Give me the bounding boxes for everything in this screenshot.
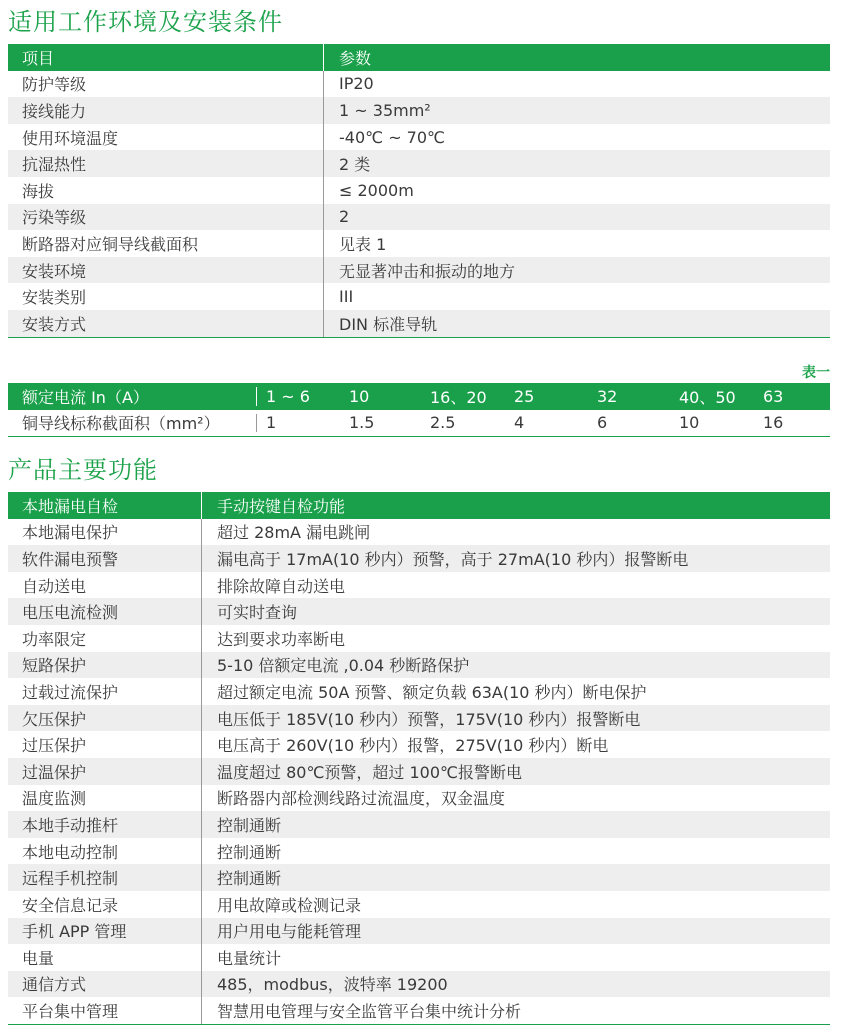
table-row	[8, 731, 830, 758]
header-param: 参数	[323, 44, 371, 71]
row-value: 控制通断	[201, 811, 281, 838]
table-row	[8, 997, 830, 1024]
row-label: 接线能力	[22, 101, 87, 121]
row-value: 电量统计	[201, 944, 281, 971]
row-value: 电压低于 185V(10 秒内）预警，175V(10 秒内）报警断电	[201, 705, 640, 732]
table-row	[8, 678, 830, 705]
table-row	[8, 257, 830, 284]
area-value: 10	[679, 413, 700, 433]
row-value: 超过额定电流 50A 预警、额定负载 63A(10 秒内）断电保护	[201, 678, 647, 705]
row-value: 漏电高于 17mA(10 秒内）预警，高于 27mA(10 秒内）报警断电	[201, 545, 688, 572]
current-value: 40、50	[679, 387, 736, 407]
row-label: 电压电流检测	[22, 603, 119, 623]
table-row	[8, 545, 830, 572]
table-row	[8, 283, 830, 310]
area-value: 6	[597, 413, 608, 433]
conditions-table-body	[8, 71, 830, 337]
row-value: 5-10 倍额定电流 ,0.04 秒断路保护	[201, 652, 469, 679]
row-value: 排除故障自动送电	[201, 572, 345, 599]
row-label: 本地电动控制	[22, 842, 119, 862]
area-value: 16	[763, 413, 784, 433]
row-label: 通信方式	[22, 975, 87, 995]
row-label: 抗湿热性	[22, 155, 87, 175]
column-divider	[256, 387, 257, 406]
row-value: 控制通断	[201, 864, 281, 891]
row-value: 温度超过 80℃预警，超过 100℃报警断电	[201, 758, 522, 785]
table-row	[8, 971, 830, 998]
table-bottom-border	[8, 436, 830, 437]
table-row	[8, 410, 830, 437]
table-header	[8, 383, 830, 410]
current-value: 1 ~ 6	[266, 386, 310, 406]
table-row	[8, 519, 830, 546]
row-value: 断路器内部检测线路过流温度，双金温度	[201, 785, 505, 812]
row-label: 本地手动推杆	[22, 815, 119, 835]
table-row	[8, 864, 830, 891]
section-title-functions: 产品主要功能	[8, 456, 158, 484]
row-value: -40℃ ~ 70℃	[323, 124, 445, 151]
row-label: 自动送电	[22, 576, 87, 596]
conditions-table	[8, 44, 830, 338]
current-value: 32	[597, 386, 618, 406]
table-header	[8, 44, 830, 71]
row-label: 电量	[22, 948, 55, 968]
table-row	[8, 758, 830, 785]
row-label: 污染等级	[22, 208, 87, 228]
table-row	[8, 97, 830, 124]
row-label: 功率限定	[22, 629, 87, 649]
table-row	[8, 598, 830, 625]
row-value: 无显著冲击和振动的地方	[323, 257, 515, 284]
row-value: 1 ~ 35mm²	[323, 97, 431, 124]
current-value: 16、20	[430, 387, 487, 407]
row-label: 软件漏电预警	[22, 549, 119, 569]
section-title-conditions: 适用工作环境及安装条件	[8, 8, 283, 36]
row-label: 温度监测	[22, 789, 87, 809]
row-value: 2 类	[323, 150, 370, 177]
area-value: 4	[514, 413, 525, 433]
row-value: 见表 1	[323, 230, 386, 257]
row-label: 本地漏电保护	[22, 523, 119, 543]
table-row	[8, 811, 830, 838]
header-item: 项目	[22, 48, 55, 68]
table-row	[8, 918, 830, 945]
table-row	[8, 150, 830, 177]
table-row	[8, 652, 830, 679]
table-row	[8, 124, 830, 151]
row-label: 过温保护	[22, 762, 87, 782]
row-value: 超过 28mA 漏电跳闸	[201, 519, 370, 546]
row-value: 达到要求功率断电	[201, 625, 345, 652]
row-label: 短路保护	[22, 656, 87, 676]
table-header	[8, 492, 830, 519]
table-row	[8, 204, 830, 231]
area-value: 1	[266, 413, 277, 433]
row-value: III	[323, 283, 353, 310]
current-value: 25	[514, 386, 535, 406]
table-row	[8, 71, 830, 98]
row-value: 用电故障或检测记录	[201, 891, 361, 918]
row-label: 海拔	[22, 181, 55, 201]
table-row	[8, 572, 830, 599]
row-value: 控制通断	[201, 838, 281, 865]
row-label: 断路器对应铜导线截面积	[22, 234, 199, 254]
row-label: 过压保护	[22, 736, 87, 756]
row-label: 手机 APP 管理	[22, 922, 127, 942]
area-value: 1.5	[349, 413, 375, 433]
row-label: 安装类别	[22, 288, 87, 308]
table-tag: 表一	[802, 365, 830, 381]
table-bottom-border	[8, 1024, 830, 1025]
table-row	[8, 625, 830, 652]
row-label: 欠压保护	[22, 709, 87, 729]
row-label: 安全信息记录	[22, 895, 119, 915]
table-row	[8, 891, 830, 918]
row-label: 过载过流保护	[22, 682, 119, 702]
area-value: 2.5	[430, 413, 456, 433]
row-value: ≤ 2000m	[323, 177, 414, 204]
table-row	[8, 838, 830, 865]
row-value: IP20	[323, 71, 374, 98]
row-value: 可实时查询	[201, 598, 297, 625]
column-divider	[256, 414, 257, 433]
row-label: 安装环境	[22, 261, 87, 281]
table-row	[8, 785, 830, 812]
table-row	[8, 944, 830, 971]
row-value: 电压高于 260V(10 秒内）报警，275V(10 秒内）断电	[201, 731, 608, 758]
row-label: 平台集中管理	[22, 1002, 119, 1022]
row-label: 防护等级	[22, 75, 87, 95]
row-value: 485，modbus，波特率 19200	[201, 971, 448, 998]
area-label: 铜导线标称截面积（mm²）	[22, 414, 220, 434]
current-label: 额定电流 In（A）	[22, 387, 149, 407]
table-row	[8, 705, 830, 732]
table-row	[8, 177, 830, 204]
row-label: 安装方式	[22, 314, 87, 334]
current-value: 10	[349, 386, 370, 406]
table-row	[8, 310, 830, 337]
row-value: 智慧用电管理与安全监管平台集中统计分析	[201, 997, 521, 1024]
row-value: 2	[323, 204, 349, 231]
current-value: 63	[763, 386, 784, 406]
functions-table	[8, 492, 830, 1025]
functions-table-body	[8, 519, 830, 1024]
wire-size-table	[8, 383, 830, 437]
header-description: 手动按键自检功能	[201, 492, 345, 519]
row-value: 用户用电与能耗管理	[201, 918, 361, 945]
header-feature: 本地漏电自检	[22, 496, 119, 516]
row-label: 远程手机控制	[22, 869, 119, 889]
row-label: 使用环境温度	[22, 128, 119, 148]
row-value: DIN 标准导轨	[323, 310, 437, 337]
table-bottom-border	[8, 337, 830, 338]
table-row	[8, 230, 830, 257]
